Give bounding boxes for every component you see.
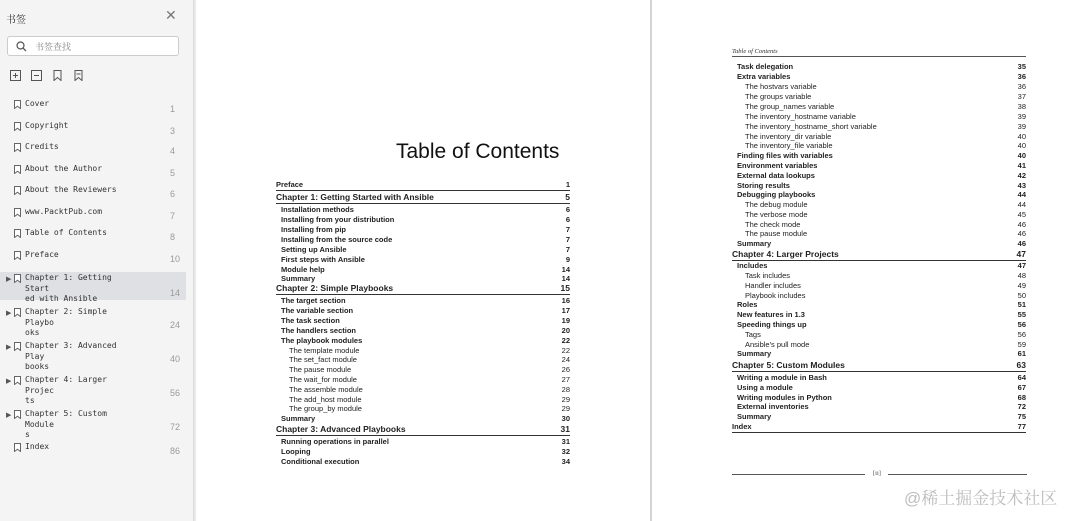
bookmark-icon [14, 376, 21, 385]
toc-entry-title: The verbose mode [745, 210, 808, 219]
bookmark-item[interactable] [0, 163, 186, 183]
toc-entry[interactable] [281, 414, 570, 423]
toc-entry-title: The check mode [745, 220, 801, 229]
toc-entry-title: The template module [289, 346, 360, 355]
toc-entry-title: Tags [745, 330, 761, 339]
toc-entry-title: Module help [281, 265, 325, 274]
toc-entry-page: 14 [561, 265, 570, 274]
toc-entry-title: The inventory_file variable [745, 141, 833, 150]
toc-entry[interactable] [737, 402, 1026, 411]
toc-entry[interactable] [745, 291, 1026, 300]
bookmark-icon [14, 186, 21, 195]
toc-entry-page: 36 [1017, 82, 1026, 91]
toc-entry-page: 55 [1017, 310, 1026, 319]
toc-page-right [652, 0, 1080, 521]
toc-entry-page: 44 [1017, 200, 1026, 209]
bookmark-icon [14, 122, 21, 131]
header-rule [732, 56, 1026, 57]
toc-entry-title: Extra variables [737, 72, 791, 81]
toc-entry-title: Summary [737, 412, 772, 421]
toc-entry[interactable] [745, 200, 1026, 209]
bookmark-icon [14, 229, 21, 238]
toc-entry-page: 48 [1017, 271, 1026, 280]
bookmark-search[interactable] [7, 36, 179, 56]
bookmark-label: Copyright [25, 121, 69, 130]
toc-entry-page: 26 [561, 365, 570, 374]
expand-arrow-icon[interactable]: ▶ [6, 276, 12, 283]
toc-entry-title: Chapter 4: Larger Projects [732, 249, 839, 259]
bookmark-item[interactable] [0, 141, 186, 161]
toc-entry-title: Looping [281, 447, 311, 456]
toc-entry-page: 15 [560, 283, 570, 293]
toc-entry-page: 17 [561, 306, 570, 315]
bookmark-page-number: 1 [170, 104, 176, 114]
bookmark-page-number: 6 [170, 189, 176, 199]
toc-entry-title: Installation methods [281, 205, 354, 214]
toc-entry-page: 67 [1017, 383, 1026, 392]
bookmark-page-number: 7 [170, 211, 176, 221]
bookmark-page-number: 10 [170, 254, 181, 264]
toc-entry-title: Setting up Ansible [281, 245, 347, 254]
toc-entry[interactable] [737, 412, 1026, 421]
bookmark-item[interactable] [0, 184, 186, 204]
toc-entry[interactable] [732, 422, 1026, 433]
bookmark-item[interactable] [0, 206, 186, 226]
toc-entry-title: The inventory_hostname variable [745, 112, 856, 121]
toc-entry-title: Installing from pip [281, 225, 346, 234]
bookmark-icon [14, 274, 21, 283]
toc-entry[interactable] [281, 296, 570, 305]
expand-arrow-icon[interactable]: ▶ [6, 310, 12, 317]
toc-entry[interactable] [745, 281, 1026, 290]
toc-entry-page: 44 [1017, 190, 1026, 199]
toc-entry[interactable] [737, 320, 1026, 329]
toc-entry-title: First steps with Ansible [281, 255, 365, 264]
toc-entry-title: Environment variables [737, 161, 818, 170]
bookmark-label: Chapter 5: Custom Module s [25, 409, 107, 439]
toc-entry-title: Storing results [737, 181, 790, 190]
bookmark-page-number: 14 [170, 288, 181, 298]
expand-arrow-icon[interactable]: ▶ [6, 412, 12, 419]
toc-entry-page: 63 [1016, 360, 1026, 370]
bookmark-icon [14, 143, 21, 152]
bookmark-item[interactable] [0, 374, 186, 405]
toc-entry-title: The playbook modules [281, 336, 363, 345]
toc-entry[interactable] [745, 141, 1026, 150]
bookmark-icon [14, 443, 21, 452]
toc-entry-page: 40 [1017, 132, 1026, 141]
bookmark-label: www.PacktPub.com [25, 207, 103, 216]
toc-entry[interactable] [737, 310, 1026, 319]
toc-entry[interactable] [737, 393, 1026, 402]
toc-entry-title: External data lookups [737, 171, 815, 180]
toc-entry[interactable] [289, 395, 570, 404]
bookmark-item[interactable] [0, 408, 186, 439]
running-head: Table of Contents [732, 48, 778, 55]
expand-all-icon[interactable] [10, 68, 21, 86]
toc-entry-title: The group_by module [289, 404, 362, 413]
toc-entry[interactable] [745, 82, 1026, 91]
toc-entry-title: Handler includes [745, 281, 801, 290]
toc-entry-title: The handlers section [281, 326, 357, 335]
toc-entry-page: 56 [1017, 320, 1026, 329]
toc-entry[interactable] [289, 365, 570, 374]
toc-chapter-entry[interactable] [276, 284, 570, 295]
toc-entry[interactable] [281, 235, 570, 244]
toc-entry[interactable] [745, 210, 1026, 219]
toc-entry-page: 64 [1017, 373, 1026, 382]
bookmark-icon [14, 208, 21, 217]
toc-entry-title: Chapter 2: Simple Playbooks [276, 283, 394, 293]
bookmark-page-number: 40 [170, 354, 181, 364]
toc-entry[interactable] [281, 245, 570, 254]
toc-entry-page: 47 [1016, 249, 1026, 259]
toc-entry[interactable] [281, 274, 570, 283]
toc-entry-title: New features in 1.3 [737, 310, 805, 319]
bookmark-label: About the Author [25, 164, 103, 173]
toc-entry-title: Index [732, 422, 752, 431]
toc-entry[interactable] [281, 255, 570, 264]
toc-entry-title: Summary [281, 414, 316, 423]
toc-entry-page: 38 [1017, 102, 1026, 111]
bookmark-label: Preface [25, 250, 59, 259]
toc-entry-page: 46 [1017, 229, 1026, 238]
toc-entry[interactable] [289, 385, 570, 394]
toc-entry-title: Chapter 3: Advanced Playbooks [276, 424, 406, 434]
toc-entry-title: Installing from the source code [281, 235, 393, 244]
bookmark-label: Cover [25, 99, 50, 108]
toc-entry[interactable] [281, 265, 570, 274]
bookmark-icon [14, 342, 21, 351]
toc-entry-page: 45 [1017, 210, 1026, 219]
toc-entry[interactable] [745, 102, 1026, 111]
toc-entry-page: 68 [1017, 393, 1026, 402]
delete-bookmark-icon[interactable] [73, 68, 84, 86]
footer-rule [732, 474, 865, 475]
toc-entry-page: 5 [565, 192, 570, 202]
toc-entry-page: 37 [1017, 92, 1026, 101]
toc-entry-page: 72 [1017, 402, 1026, 411]
toc-entry[interactable] [737, 373, 1026, 382]
toc-entry-page: 29 [561, 404, 570, 413]
toc-entry-page: 50 [1017, 291, 1026, 300]
toc-entry-page: 43 [1017, 181, 1026, 190]
bookmark-item[interactable] [0, 227, 186, 247]
toc-entry-page: 22 [561, 336, 570, 345]
toc-page-left [196, 0, 650, 521]
toc-entry[interactable] [737, 349, 1026, 358]
toc-entry-title: Writing modules in Python [737, 393, 832, 402]
toc-entry-title: Debugging playbooks [737, 190, 816, 199]
search-input[interactable] [33, 39, 177, 55]
toc-entry-title: Ansible's pull mode [745, 340, 810, 349]
bookmark-icon [14, 100, 21, 109]
toc-entry[interactable] [737, 300, 1026, 309]
toc-entry[interactable] [281, 336, 570, 345]
sidebar-title: 书签 [6, 15, 26, 26]
bookmark-item[interactable] [0, 441, 186, 461]
toc-entry-page: 28 [561, 385, 570, 394]
toc-entry[interactable] [289, 404, 570, 413]
bookmark-icon [14, 410, 21, 419]
toc-entry-title: Speeding things up [737, 320, 807, 329]
bookmark-label: Credits [25, 142, 59, 151]
toc-entry[interactable] [737, 171, 1026, 180]
toc-entry[interactable] [281, 447, 570, 456]
toc-entry-title: Summary [737, 349, 772, 358]
toc-entry-page: 41 [1017, 161, 1026, 170]
toc-entry-title: Installing from your distribution [281, 215, 395, 224]
collapse-all-icon[interactable] [31, 68, 42, 86]
toc-chapter-entry[interactable] [276, 193, 570, 204]
toc-entry[interactable] [737, 239, 1026, 248]
bookmark-label: About the Reviewers [25, 185, 117, 194]
toc-entry[interactable] [281, 316, 570, 325]
toc-entry-title: The add_host module [289, 395, 362, 404]
toc-entry-page: 24 [561, 355, 570, 364]
toc-entry[interactable] [281, 225, 570, 234]
bookmark-item[interactable] [0, 249, 186, 269]
bookmark-page-number: 86 [170, 446, 181, 456]
toc-entry-title: Task includes [745, 271, 791, 280]
toc-entry-title: The debug module [745, 200, 808, 209]
toc-entry-title: The pause module [289, 365, 352, 374]
toc-entry[interactable] [281, 457, 570, 466]
toc-entry-page: 77 [1017, 422, 1026, 431]
toc-entry-page: 32 [561, 447, 570, 456]
toc-entry-page: 47 [1017, 261, 1026, 270]
expand-arrow-icon[interactable]: ▶ [6, 378, 12, 385]
toc-entry[interactable] [281, 437, 570, 446]
toc-entry-page: 19 [561, 316, 570, 325]
toc-entry-page: 46 [1017, 239, 1026, 248]
bookmark-label: Table of Contents [25, 228, 107, 237]
toc-entry-title: Includes [737, 261, 768, 270]
toc-entry[interactable] [745, 330, 1026, 339]
toc-entry-title: The inventory_hostname_short variable [745, 122, 877, 131]
toc-entry-title: Preface [276, 180, 304, 189]
toc-entry-page: 40 [1017, 141, 1026, 150]
bookmark-page-number: 4 [170, 146, 176, 156]
toc-entry-page: 34 [561, 457, 570, 466]
toc-entry-page: 36 [1017, 72, 1026, 81]
close-icon[interactable]: ✕ [165, 7, 177, 23]
toc-entry[interactable] [281, 306, 570, 315]
bookmark-item[interactable] [0, 306, 186, 337]
toc-entry-page: 46 [1017, 220, 1026, 229]
toc-entry-title: The variable section [281, 306, 354, 315]
toc-entry-page: 49 [1017, 281, 1026, 290]
toc-entry-title: Playbook includes [745, 291, 806, 300]
bookmark-page-number: 5 [170, 168, 176, 178]
toc-entry[interactable] [737, 72, 1026, 81]
toc-entry-page: 7 [565, 225, 570, 234]
toc-entry-title: Roles [737, 300, 758, 309]
toc-entry[interactable] [737, 261, 1026, 270]
toc-entry-title: Using a module [737, 383, 793, 392]
toc-entry-title: The groups variable [745, 92, 812, 101]
watermark: @稀土掘金技术社区 [904, 489, 1058, 508]
bookmark-icon [14, 165, 21, 174]
toc-entry[interactable] [281, 215, 570, 224]
toc-entry[interactable] [745, 229, 1026, 238]
page-number: [ii] [873, 470, 881, 477]
toc-entry[interactable] [281, 205, 570, 214]
bookmark-page-number: 56 [170, 388, 181, 398]
toc-entry-page: 35 [1017, 62, 1026, 71]
bookmark-label: Chapter 4: Larger Projec ts [25, 375, 107, 405]
toc-entry-title: The pause module [745, 229, 808, 238]
toc-entry-page: 56 [1017, 330, 1026, 339]
add-bookmark-icon[interactable] [52, 68, 63, 86]
toc-entry-title: The set_fact module [289, 355, 357, 364]
toc-entry[interactable] [737, 383, 1026, 392]
toc-entry-page: 39 [1017, 122, 1026, 131]
toc-entry-page: 20 [561, 326, 570, 335]
toc-entry-page: 30 [561, 414, 570, 423]
toc-entry[interactable] [745, 132, 1026, 141]
toc-entry-page: 31 [560, 424, 570, 434]
toc-entry-page: 9 [565, 255, 570, 264]
toc-entry[interactable] [737, 161, 1026, 170]
toc-entry-title: The assemble module [289, 385, 363, 394]
toc-entry-page: 39 [1017, 112, 1026, 121]
toc-entry[interactable] [737, 62, 1026, 71]
bookmark-label: Chapter 3: Advanced Play books [25, 341, 117, 371]
toc-entry[interactable] [745, 220, 1026, 229]
toc-entry[interactable] [737, 181, 1026, 190]
toc-entry-title: Task delegation [737, 62, 794, 71]
toc-entry[interactable] [276, 180, 570, 191]
toc-entry-title: Finding files with variables [737, 151, 833, 160]
toc-entry[interactable] [281, 326, 570, 335]
toc-entry-title: The target section [281, 296, 346, 305]
toc-entry-title: Chapter 5: Custom Modules [732, 360, 845, 370]
toc-entry-title: The hostvars variable [745, 82, 817, 91]
bookmark-page-number: 72 [170, 422, 181, 432]
expand-arrow-icon[interactable]: ▶ [6, 344, 12, 351]
toc-entry-title: External inventories [737, 402, 809, 411]
page-title: Table of Contents [396, 140, 560, 163]
toc-entry-title: Writing a module in Bash [737, 373, 827, 382]
toc-entry[interactable] [737, 190, 1026, 199]
toc-entry[interactable] [289, 346, 570, 355]
toc-entry-page: 31 [561, 437, 570, 446]
bookmark-label: Chapter 1: Getting Start ed with Ansible [25, 273, 112, 303]
toc-entry-page: 6 [565, 205, 570, 214]
toc-entry[interactable] [745, 92, 1026, 101]
toc-entry[interactable] [289, 355, 570, 364]
toc-entry-page: 40 [1017, 151, 1026, 160]
bookmark-item[interactable] [0, 340, 186, 371]
bookmark-item[interactable] [0, 98, 186, 118]
bookmark-icon [14, 251, 21, 260]
toc-entry-page: 6 [565, 215, 570, 224]
bookmark-label: Chapter 2: Simple Playbo oks [25, 307, 107, 337]
toc-entry-title: Summary [737, 239, 772, 248]
toc-entry-title: Conditional execution [281, 457, 360, 466]
search-icon [16, 41, 27, 52]
toc-entry-page: 59 [1017, 340, 1026, 349]
toc-entry-page: 7 [565, 235, 570, 244]
toc-entry-page: 22 [561, 346, 570, 355]
toc-entry-title: Chapter 1: Getting Started with Ansible [276, 192, 434, 202]
toc-entry[interactable] [289, 375, 570, 384]
bookmark-page-number: 24 [170, 320, 181, 330]
toc-entry-page: 61 [1017, 349, 1026, 358]
toc-entry-title: The inventory_dir variable [745, 132, 832, 141]
toc-entry-page: 42 [1017, 171, 1026, 180]
toc-entry-title: Running operations in parallel [281, 437, 389, 446]
toc-entry-page: 29 [561, 395, 570, 404]
toc-entry[interactable] [745, 340, 1026, 349]
toc-entry-page: 14 [561, 274, 570, 283]
toc-entry-title: The group_names variable [745, 102, 835, 111]
toc-entry[interactable] [745, 122, 1026, 131]
toc-entry-page: 51 [1017, 300, 1026, 309]
toc-entry-page: 75 [1017, 412, 1026, 421]
toc-chapter-entry[interactable] [732, 361, 1026, 372]
toc-entry-title: The wait_for module [289, 375, 357, 384]
footer-rule [888, 474, 1027, 475]
toc-entry-page: 27 [561, 375, 570, 384]
bookmark-item[interactable] [0, 120, 186, 140]
toc-entry-page: 1 [565, 180, 570, 189]
bookmark-item[interactable] [0, 272, 186, 303]
toc-entry[interactable] [737, 151, 1026, 160]
toc-chapter-entry[interactable] [276, 425, 570, 436]
toc-entry-page: 16 [561, 296, 570, 305]
toc-entry-title: Summary [281, 274, 316, 283]
bookmark-label: Index [25, 442, 50, 451]
bookmark-sidebar [0, 0, 194, 521]
toc-entry-page: 7 [565, 245, 570, 254]
toc-entry[interactable] [745, 112, 1026, 121]
toc-chapter-entry[interactable] [732, 250, 1026, 261]
toc-entry[interactable] [745, 271, 1026, 280]
bookmark-icon [14, 308, 21, 317]
toc-entry-title: The task section [281, 316, 340, 325]
bookmark-page-number: 3 [170, 126, 176, 136]
bookmark-page-number: 8 [170, 232, 176, 242]
